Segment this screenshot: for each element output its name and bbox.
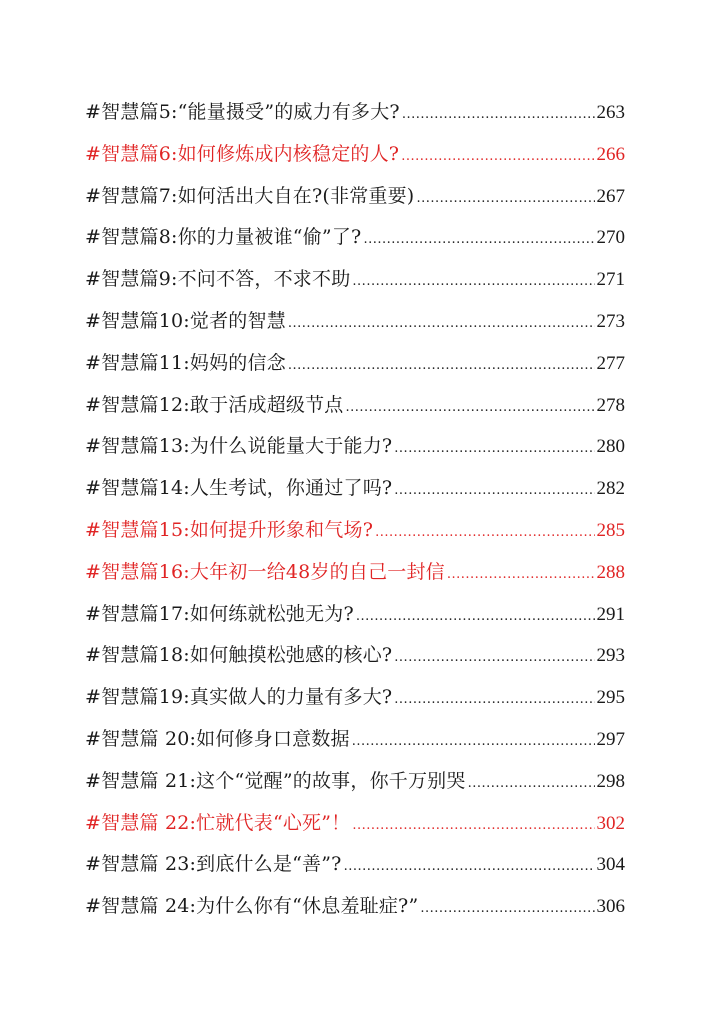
toc-entry-title: #智慧篇14:人生考试，你通过了吗? [85,477,393,500]
toc-entry[interactable] [85,217,625,259]
toc-page-number: 270 [596,227,625,249]
toc-dot-leader [468,763,595,805]
toc-dot-leader [375,512,594,554]
toc-entry[interactable] [85,510,625,552]
toc-dot-leader [447,554,595,596]
toc-entry-title: #智慧篇13:为什么说能量大于能力? [85,435,393,458]
toc-entry-title: #智慧篇 24:为什么你有“休息羞耻症?” [85,895,419,918]
toc-dot-leader [394,428,594,470]
toc-dot-leader [416,178,594,220]
toc-entry-title: #智慧篇11:妈妈的信念 [85,351,286,374]
toc-dot-leader [288,303,595,345]
toc-page-number: 277 [596,352,625,374]
toc-entry[interactable] [85,92,625,134]
toc-entry[interactable] [85,385,625,427]
toc-entry-title: #智慧篇 20:如何修身口意数据 [85,727,350,750]
toc-entry[interactable] [85,259,625,301]
toc-dot-leader [394,637,594,679]
toc-dot-leader [402,94,595,136]
toc-page-number: 293 [596,645,625,667]
toc-page-number: 263 [596,102,625,123]
toc-page-number: 266 [596,143,625,165]
toc-dot-leader [420,888,594,930]
toc-entry-title: #智慧篇6:如何修炼成内核稳定的人? [85,142,400,165]
toc-page-number: 304 [596,854,625,876]
toc-entry[interactable] [85,719,625,761]
toc-entry[interactable] [85,761,625,803]
toc-entry[interactable] [85,677,625,719]
toc-page-number: 271 [596,269,625,291]
toc-entry-title: #智慧篇18:如何触摸松弛感的核心? [85,644,393,667]
toc-entry-title: #智慧篇15:如何提升形象和气场? [85,518,374,541]
toc-page-number: 285 [596,519,625,541]
toc-dot-leader [401,136,594,178]
toc-dot-leader [394,470,594,512]
toc-dot-leader [352,721,595,763]
toc-entry-title: #智慧篇 21:这个“觉醒”的故事，你千万别哭 [85,769,466,792]
toc-entry[interactable] [85,468,625,510]
toc-dot-leader [352,805,594,847]
toc-entry[interactable] [85,426,625,468]
toc-entry-title: #智慧篇5:“能量摄受”的威力有多大? [85,101,400,123]
toc-page-number: 288 [596,561,625,583]
toc-entry-title: #智慧篇16:大年初一给48岁的自己一封信 [85,560,445,583]
toc-page-number: 302 [596,812,625,834]
toc-dot-leader [394,679,594,721]
toc-entry[interactable] [85,176,625,218]
toc-entry[interactable] [85,343,625,385]
toc-page-number: 291 [596,603,625,625]
toc-page-number: 306 [596,896,625,918]
toc-page-number: 297 [596,728,625,750]
toc-entry[interactable] [85,301,625,343]
toc-dot-leader [356,596,595,638]
toc-page-number: 273 [596,310,625,332]
toc-entry-title: #智慧篇 23:到底什么是“善”? [85,853,342,876]
toc-page-number: 267 [596,185,625,207]
toc-entry-title: #智慧篇12:敢于活成超级节点 [85,393,344,416]
toc-entry-title: #智慧篇17:如何练就松弛无为? [85,602,354,625]
toc-dot-leader [363,219,594,261]
toc-entry-title: #智慧篇 22:忙就代表“心死”！ [85,811,351,834]
toc-entry-title: #智慧篇7:如何活出大自在?(非常重要) [85,184,415,207]
toc-entry[interactable] [85,594,625,636]
table-of-contents [85,92,625,928]
toc-entry-title: #智慧篇19:真实做人的力量有多大? [85,686,393,709]
toc-entry-title: #智慧篇8:你的力量被谁“偷”了? [85,226,362,249]
toc-entry[interactable] [85,886,625,928]
toc-page-number: 282 [596,478,625,500]
toc-entry[interactable] [85,134,625,176]
toc-entry[interactable] [85,635,625,677]
toc-dot-leader [288,345,595,387]
toc-dot-leader [352,261,594,303]
toc-entry[interactable] [85,803,625,845]
toc-entry[interactable] [85,552,625,594]
toc-dot-leader [346,387,595,429]
toc-entry-title: #智慧篇9:不问不答，不求不助 [85,268,351,291]
toc-page-number: 278 [596,394,625,416]
toc-entry[interactable] [85,844,625,886]
toc-dot-leader [344,846,595,888]
toc-page-number: 298 [596,770,625,792]
toc-page-number: 295 [596,687,625,709]
toc-entry-title: #智慧篇10:觉者的智慧 [85,309,286,332]
toc-page-number: 280 [596,436,625,458]
